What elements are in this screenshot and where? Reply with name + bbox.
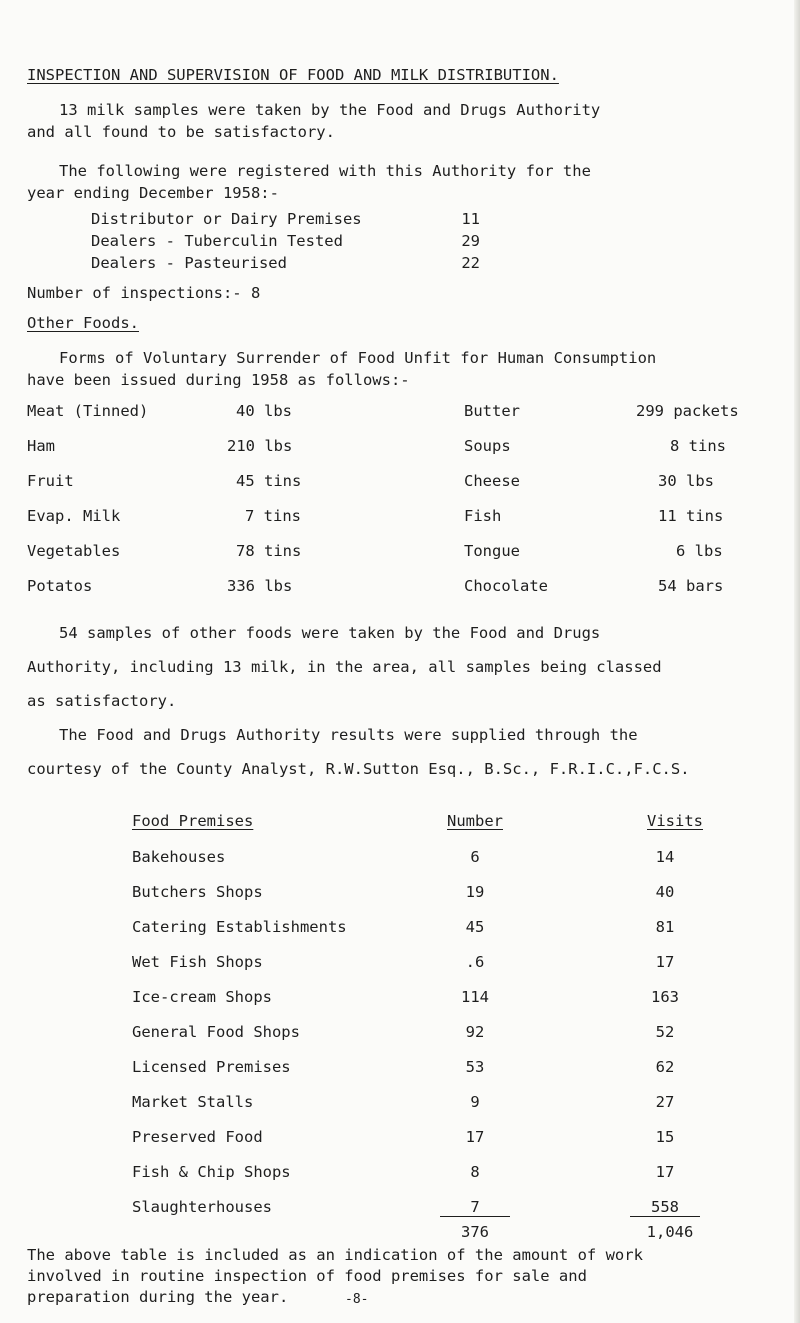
premises-visits: 62 — [655, 1058, 675, 1076]
samples-line-1: 54 samples of other foods were taken by the Food and Drugs — [59, 624, 601, 642]
premises-number: 6 — [470, 848, 480, 866]
page-heading: INSPECTION AND SUPERVISION OF FOOD AND MILK DISTRIBUTION. — [27, 66, 559, 84]
premises-name: Catering Establishments — [132, 918, 347, 936]
closing-line-1: The above table is included as an indication of the amount of work — [27, 1246, 643, 1264]
surrender-qty: 78 tins — [236, 542, 302, 560]
premises-name: Slaughterhouses — [132, 1198, 272, 1216]
premises-number: 9 — [470, 1093, 480, 1111]
premises-name: Fish & Chip Shops — [132, 1163, 291, 1181]
total-visits: 1,046 — [646, 1223, 694, 1241]
premises-number: 17 — [465, 1128, 485, 1146]
surrender-item: Potatos — [27, 577, 93, 595]
surrender-qty: 336 lbs — [227, 577, 293, 595]
premises-number: 8 — [470, 1163, 480, 1181]
premises-name: Ice-cream Shops — [132, 988, 272, 1006]
samples-line-5: courtesy of the County Analyst, R.W.Sutton Esq., B.Sc., F.R.I.C.,F.C.S. — [27, 760, 690, 778]
surrender-line-1: Forms of Voluntary Surrender of Food Unfit for Human Consumption — [59, 349, 657, 367]
premises-visits: 14 — [655, 848, 675, 866]
surrender-qty: 210 lbs — [227, 437, 293, 455]
inspections-line: Number of inspections:- 8 — [27, 284, 261, 302]
premises-number: 53 — [465, 1058, 485, 1076]
closing-line-3: preparation during the year. — [27, 1288, 289, 1306]
registration-count: 11 — [461, 210, 480, 228]
premises-visits: 558 — [651, 1198, 679, 1216]
premises-name: Licensed Premises — [132, 1058, 291, 1076]
surrender-qty: 30 lbs — [658, 472, 714, 490]
visits-total-rule — [630, 1216, 700, 1217]
surrender-item: Ham — [27, 437, 55, 455]
premises-number: 7 — [470, 1198, 480, 1216]
number-total-rule — [440, 1216, 510, 1217]
registration-count: 22 — [461, 254, 480, 272]
number-header: Number — [447, 812, 503, 830]
premises-visits: 163 — [651, 988, 679, 1006]
premises-name: Bakehouses — [132, 848, 226, 866]
premises-name: Preserved Food — [132, 1128, 263, 1146]
registered-line-2: year ending December 1958:- — [27, 184, 279, 202]
premises-number: 19 — [465, 883, 485, 901]
premises-visits: 52 — [655, 1023, 675, 1041]
surrender-qty: 40 lbs — [236, 402, 292, 420]
surrender-item: Fish — [464, 507, 502, 525]
surrender-item: Evap. Milk — [27, 507, 121, 525]
surrender-qty: 7 tins — [245, 507, 301, 525]
page-number: -8- — [345, 1292, 369, 1307]
premises-visits: 40 — [655, 883, 675, 901]
premises-name: Market Stalls — [132, 1093, 254, 1111]
premises-number: 114 — [461, 988, 489, 1006]
intro-line-2: and all found to be satisfactory. — [27, 123, 335, 141]
premises-visits: 27 — [655, 1093, 675, 1111]
surrender-item: Fruit — [27, 472, 74, 490]
premises-number: 92 — [465, 1023, 485, 1041]
surrender-item: Butter — [464, 402, 520, 420]
registered-line-1: The following were registered with this Authority for the — [59, 162, 591, 180]
samples-line-2: Authority, including 13 milk, in the area, all samples being classed — [27, 658, 662, 676]
surrender-item: Soups — [464, 437, 511, 455]
surrender-qty: 8 tins — [670, 437, 726, 455]
premises-number: .6 — [465, 953, 485, 971]
registration-label: Distributor or Dairy Premises — [91, 210, 362, 228]
surrender-item: Meat (Tinned) — [27, 402, 149, 420]
surrender-item: Cheese — [464, 472, 520, 490]
surrender-line-2: have been issued during 1958 as follows:- — [27, 371, 410, 389]
registration-label: Dealers - Pasteurised — [91, 254, 287, 272]
premises-name: General Food Shops — [132, 1023, 300, 1041]
premises-name: Wet Fish Shops — [132, 953, 263, 971]
samples-line-3: as satisfactory. — [27, 692, 177, 710]
premises-name: Butchers Shops — [132, 883, 263, 901]
page-edge-shadow — [794, 0, 800, 1323]
surrender-qty: 45 tins — [236, 472, 302, 490]
premises-visits: 17 — [655, 953, 675, 971]
surrender-item: Tongue — [464, 542, 520, 560]
surrender-qty: 11 tins — [658, 507, 724, 525]
surrender-item: Chocolate — [464, 577, 548, 595]
premises-number: 45 — [465, 918, 485, 936]
registration-label: Dealers - Tuberculin Tested — [91, 232, 343, 250]
premises-header: Food Premises — [132, 812, 254, 830]
surrender-qty: 54 bars — [658, 577, 724, 595]
registration-count: 29 — [461, 232, 480, 250]
closing-line-2: involved in routine inspection of food premises for sale and — [27, 1267, 587, 1285]
visits-header: Visits — [647, 812, 703, 830]
other-foods-heading: Other Foods. — [27, 314, 139, 332]
premises-visits: 15 — [655, 1128, 675, 1146]
samples-line-4: The Food and Drugs Authority results were supplied through the — [59, 726, 638, 744]
surrender-item: Vegetables — [27, 542, 121, 560]
intro-line-1: 13 milk samples were taken by the Food and Drugs Authority — [59, 101, 601, 119]
surrender-qty: 299 packets — [636, 402, 739, 420]
total-number: 376 — [461, 1223, 489, 1241]
premises-visits: 81 — [655, 918, 675, 936]
premises-visits: 17 — [655, 1163, 675, 1181]
surrender-qty: 6 lbs — [676, 542, 723, 560]
